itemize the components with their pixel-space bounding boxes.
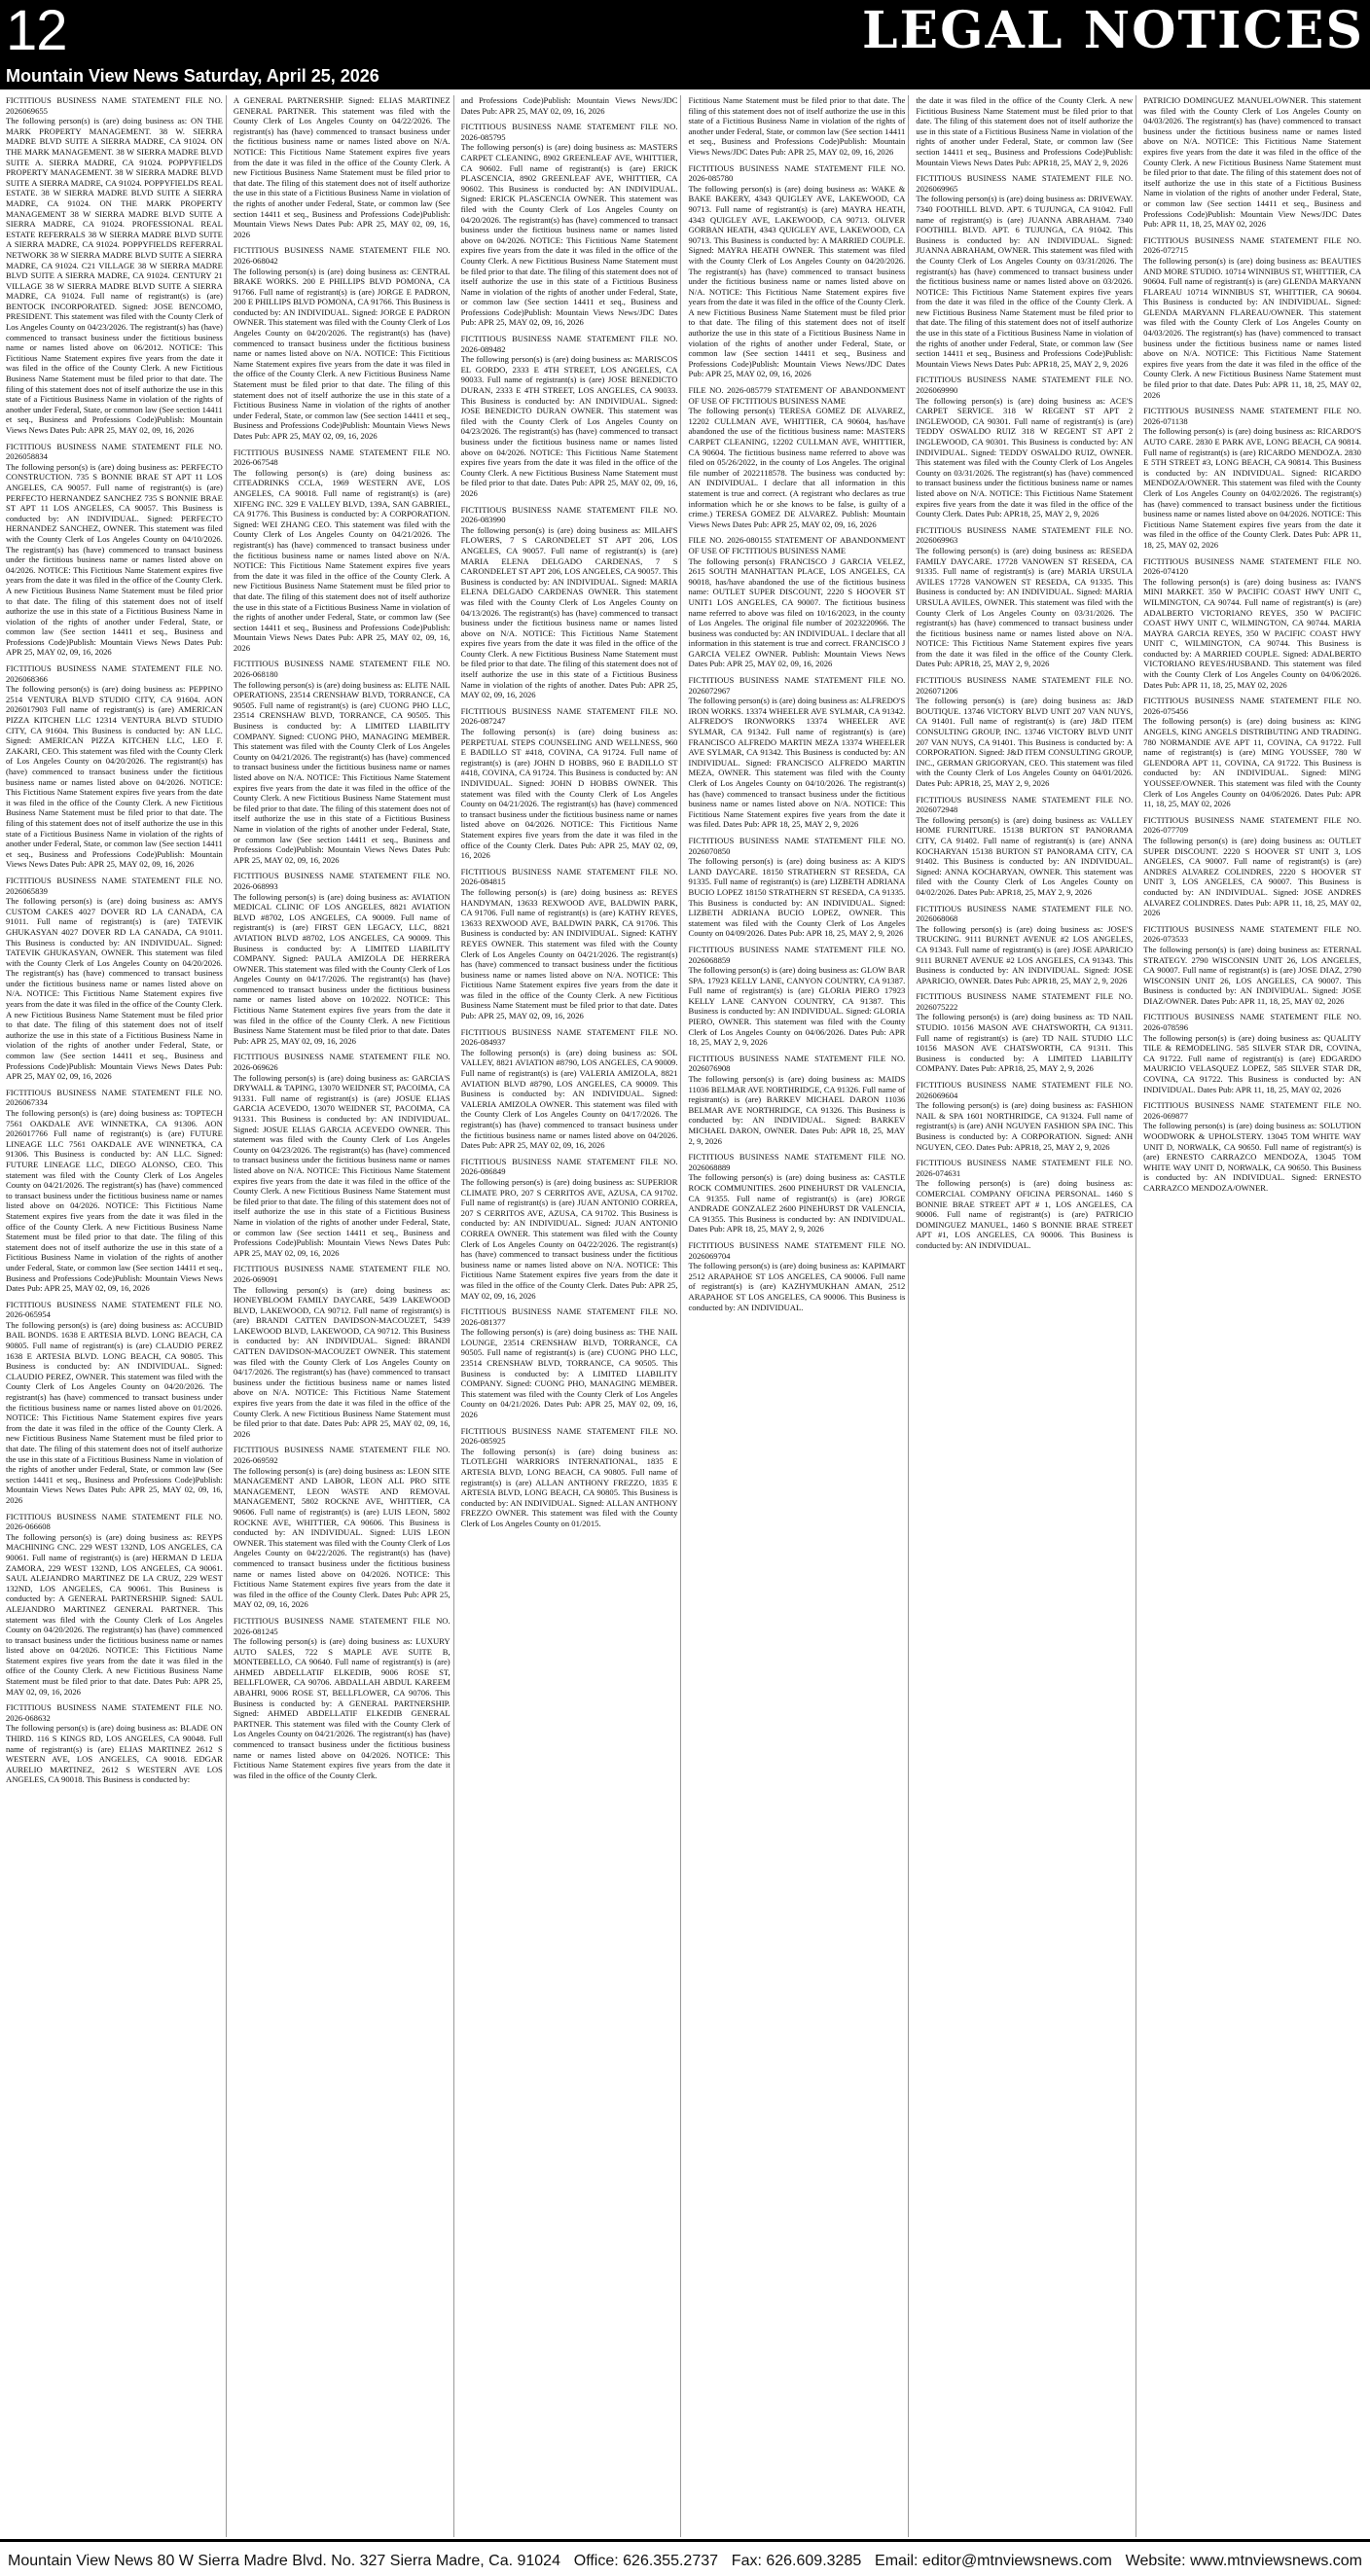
legal-notice — [1143, 1012, 1361, 1094]
notice-heading: FICTITIOUS BUSINESS NAME STATEMENT FILE NO. 2026075222 — [916, 991, 1134, 1012]
legal-notice — [1143, 696, 1361, 809]
notice-heading: FICTITIOUS BUSINESS NAME STATEMENT FILE NO. 2026-075456 — [1143, 696, 1361, 716]
legal-notice — [688, 95, 905, 158]
legal-notice — [688, 535, 905, 669]
notice-body: The following person(s) is (are) doing business as: FASHION NAIL & SPA 1601 NORTHRIDGE, CA 91324. Full name of registrant(s) is (are) ANH NGUYEN FASHION SPA INC. This Business is conducted by: A CORPORATION. Signed: ANH NGUYEN, CEO. Dates Pub: APR18, 25, MAY 2, 9, 2026 — [916, 1100, 1134, 1152]
section-title: LEGAL NOTICES — [861, 1, 1364, 60]
notice-column — [688, 95, 909, 2537]
legal-notice — [916, 173, 1133, 369]
notice-heading: FICTITIOUS BUSINESS NAME STATEMENT FILE NO. 2026-081245 — [233, 1615, 451, 1636]
notice-heading: FICTITIOUS BUSINESS NAME STATEMENT FILE NO. 2026072948 — [916, 794, 1134, 815]
legal-notice — [1143, 924, 1361, 1007]
notice-column — [1143, 95, 1364, 2537]
notice-body: The following person(s) is (are) doing business as: MASTERS CARPET CLEANING, 8902 GREENLEAF AVE, WHITTIER, CA 90602. Full name of registrant(s) is (are) ERICK PLASCENCIA, 8902 GREENLEAF AVE, WHITTIER, CA 90602. This Business is conducted by: AN INDIVIDUAL. Signed: ERICK PLASCENCIA OWNER. This statement was filed with the County Clerk of Los Angeles County on 04/20/2026. The registrant(s) has (have) commenced to transact business under the fictitious business name or names listed above on 04/2026. NOTICE: This Fictitious Name Statement expires five years from the date it was filed in the office of the County Clerk. A new Fictitious Business Name Statement must be filed prior to that date. The filing of this statement does not of itself authorize the use in this state of a Fictitious Business Name in violation of the rights of another under Federal, State, or common law (See section 14411 et seq., Business and Professions Code)Publish: Mountain Views News/JDC Dates Pub: APR 25, MAY 02, 09, 16, 2026 — [460, 142, 678, 328]
notice-body: The following person(s) is (are) doing business as: MILAH'S FLOWERS, 7 S CARONDELET ST APT 206, LOS ANGELES, CA 90057. Full name of registrant(s) is (are) MARIA ELENA DELGADO CARDENAS, 7 S CARONDELET ST APT 206, LOS ANGELES, CA 90057. This Business is conducted by: AN INDIVIDUAL. Signed: MARIA ELENA DELGADO CARDENAS OWNER. This statement was filed with the County Clerk of Los Angeles County on 04/13/2026. The registrant(s) has (have) commenced to transact business under the fictitious business name or names listed above on N/A. NOTICE: This Fictitious Name Statement expires five years from the date it was filed in the office of the County Clerk. A new Fictitious Business Name Statement must be filed prior to that date. The filing of this statement does not of itself authorize the use in this state of a Fictitious Business Name in violation of the rights of another. Dates Pub: APR 25, MAY 02, 09, 16, 2026 — [460, 524, 678, 700]
notice-body: The following person(s) is (are) doing business as: ON THE MARK PROPERTY MANAGEMENT. 38 W. SIERRA MADRE BLVD SUITE A SIERRA MADRE, CA 91024. ON THE MARK MANAGEMENT. 38 W SIERRA MADRE BLVD SUITE A. SIERRA MADRE, CA 91024. POPPYFIELDS PROPERTY MANAGEMENT. 38 W SIERRA MADRE BLVD SUITE A SIERRA MADRE, CA 91024. POPPYFIELDS REAL ESTATE. 38 W SIERRA MADRE BLVD SUITE A SIERRA MADRE, CA 91024. ON THE MARK PROPERTY MANAGEMENT 38 W SIERRA MADRE BLVD SUITE A SIERRA MADRE, CA 91024. PROFESSIONAL REAL ESTATE REFERRALS 38 W SIERRA MADRE BLVD SUITE A SIERRA MADRE, CA 91024. POPPYFIELDS REFERRAL NETWORK 38 W SIERRA MADRE BLVD SUITE A SIERRA MADRE, CA 91024. C21 VILLAGE 38 W SIERRA MADRE BLVD SUITE A SIERRA MADRE, CA 91024. CENTURY 21 VILLAGE 38 W SIERRA MADRE BLVD SUITE A SIERRA MADRE, CA 91024. Full name of registrant(s) is (are) BENTOCK INCORPORATED. Signed: JOSE BENCOMO, PRESIDENT. This statement was filed with the County Clerk of Los Angeles County on 04/23/2026. The registrant(s) has (have) commenced to transact business under the fictitious business name or names listed above on 06/2012. NOTICE: This Fictitious Name Statement expires five years from the date it was filed in the office of the County Clerk. A new Fictitious Business Name Statement must be filed prior to that date. The filing of this statement does not of itself authorize the use in this state of a Fictitious Business Name in violation of the rights of another under Federal, State, or common law (See section 14411 et seq., Business and Professions Code)Publish: Mountain Views News Dates Pub: APR 25, MAY 02, 09, 16, 2026 — [6, 116, 223, 435]
legal-notice — [6, 1702, 223, 1785]
notice-body: The following person(s) is (are) doing business as: SOL VALLEY, 8821 AVIATION #8790, LOS ANGELES, CA 90009. Full name of registrant(s) is (are) VALERIA AMIZOLA, 8821 AVIATION BLVD #8790, LOS ANGELES, CA 90009. This Business is conducted by: AN INDIVIDUAL. Signed: VALERIA AMIZOLA OWNER. This statement was filed with the County Clerk of Los Angeles County on 04/17/2026. The registrant(s) has (have) commenced to transact business under the fictitious business name or names listed above on 04/2026. Dates Pub: APR 25, MAY 02, 09, 16, 2026 — [460, 1047, 678, 1151]
notice-column — [461, 95, 682, 2537]
legal-notice — [688, 945, 905, 1048]
legal-notice — [6, 663, 223, 870]
legal-notice — [688, 675, 905, 830]
notice-heading: FICTITIOUS BUSINESS NAME STATEMENT FILE NO. 2026069965 — [916, 173, 1134, 194]
notice-body: The following person(s) is (are) doing business as: THE NAIL LOUNGE, 23514 CRENSHAW BLVD, TORRANCE, CA 90505. Full name of registrant(s) is (are) CUONG PHO LLC, 23514 CRENSHAW BLVD, TORRANCE, CA 90505. This Business is conducted by: A LIMITED LIABILITY COMPANY. Signed: CUONG PHO, MANAGING MEMBER. This statement was filed with the County Clerk of Los Angeles County on 04/21/2026. Dates Pub: APR 25, MAY 02, 09, 16, 2026 — [460, 1327, 678, 1420]
notice-heading: FICTITIOUS BUSINESS NAME STATEMENT FILE NO. 2026071206 — [916, 675, 1134, 696]
legal-notice — [461, 334, 678, 499]
notice-heading: FICTITIOUS BUSINESS NAME STATEMENT FILE NO. 2026070850 — [688, 835, 906, 856]
legal-notice — [461, 1426, 678, 1529]
legal-notice — [916, 375, 1133, 519]
legal-notice — [916, 95, 1133, 167]
legal-notice — [916, 675, 1133, 789]
notice-body: The following person(s) is (are) doing business as: PERPETUAL STEPS COUNSELING AND WELLNESS, 960 E BADILLO ST #418, COVINA, CA 91724. Full name of registrant(s) is (are) JOHN D HOBBS, 960 E BADILLO ST #418, COVINA, CA 91724. This Business is conducted by: AN INDIVIDUAL. Signed: JOHN D HOBBS OWNER. This statement was filed with the County Clerk of Los Angeles County on 04/21/2026. The registrant(s) has (have) commenced to transact business under the fictitious business name or names listed above on 04/2026. NOTICE: This Fictitious Name Statement expires five years from the date it was filed in the office of the County Clerk. Dates Pub: APR 25, MAY 02, 09, 16, 2026 — [460, 727, 678, 861]
notice-heading: FICTITIOUS BUSINESS NAME STATEMENT FILE NO. 2026-065954 — [6, 1299, 223, 1320]
notice-body: The following person(s) is (are) doing business as: REYPS MACHINING CNC. 229 WEST 132ND, LOS ANGELES, CA 90061. Full name of registrant(s) is (are) HERMAN D LEIJA ZAMORA, 229 WEST 132ND, LOS ANGELES, CA 90061. SAUL ALEJANDRO MARTINEZ DE LA CRUZ, 229 WEST 132ND, LOS ANGELES, CA 90061. This Business is conducted by: A GENERAL PARTNERSHIP. Signed: SAUL ALEJANDRO MARTINEZ GENERAL PARTNER. This statement was filed with the County Clerk of Los Angeles County on 04/20/2026. The registrant(s) has (have) commenced to transact business under the fictitious business name or names listed above on 04/2026. NOTICE: This Fictitious Name Statement expires five years from the date it was filed in the office of the County Clerk. A new Fictitious Business Name Statement must be filed prior to that date. Dates Pub: APR 25, MAY 02, 09, 16, 2026 — [6, 1531, 223, 1697]
notice-body: The following person(s) is (are) doing business as: ACE'S CARPET SERVICE. 318 W REGENT ST APT 2 INGLEWOOD, CA 90301. Full name of registrant(s) is (are) TEDDY OSWALDO RUIZ 318 W REGENT ST APT 2 INGLEWOOD, CA 90301. This Business is conducted by: AN INDIVIDUAL. Signed: TEDDY OSWALDO RUIZ, OWNER. This statement was filed with the County Clerk of Los Angeles County on 03/31/2026. The registrant(s) has (have) commenced to transact business under the fictitious business name or names listed above on N/A. NOTICE: This Fictitious Name Statement expires five years from the date it was filed in the office of the County Clerk. Dates Pub: APR18, 25, MAY 2, 9, 2026 — [916, 395, 1134, 519]
notice-column — [6, 95, 227, 2537]
notice-body: The following person(s) is (are) doing business as: AVIATION MEDICAL CLINIC OF LOS ANGELES, 8821 AVIATION BLVD #8702, LOS ANGELES, CA 90009. Full name of registrant(s) is (are) FIRST GEN LEGACY, LLC, 8821 AVIATION BLVD #8702, LOS ANGELES, CA 90009. This Business is conducted by: A LIMITED LIABILITY COMPANY. Signed: PAULA AMIZOLA DE HERRERA OWNER. This statement was filed with the County Clerk of Los Angeles County on 04/17/2026. The registrant(s) has (have) commenced to transact business under the fictitious business name or names listed above on 10/2022. NOTICE: This Fictitious Name Statement expires five years from the date it was filed in the office of the County Clerk. A new Fictitious Business Name Statement must be filed prior to that date. Dates Pub: APR 25, MAY 02, 09, 16, 2026 — [233, 891, 451, 1046]
notice-heading: FICTITIOUS BUSINESS NAME STATEMENT FILE NO. 2026-074631 — [916, 1158, 1134, 1178]
notice-body: The following person(s) is (are) doing business as: SOLUTION WOODWORK & UPHOLSTERY. 13045 TOM WHITE WAY UNIT D, NORWALK, CA 90650. Full name of registrant(s) is (are) ERNESTO CARRAZCO MENDOZA, 13045 TOM WHITE WAY UNIT D, NORWALK, CA 90650. This Business is conducted by: AN INDIVIDUAL. Signed: ERNESTO CARRAZCO MENDOZA/OWNER. — [1143, 1121, 1361, 1193]
notice-heading: FICTITIOUS BUSINESS NAME STATEMENT FILE NO. 2026-072715 — [1143, 234, 1361, 256]
legal-notice — [916, 1158, 1133, 1250]
notice-body: The following person(s) is (are) doing business as: GLOW BAR SPA. 17923 KELLY LANE, CANYON COUNTRY, CA 91387. Full name of registrant(s) is (are) GLORIA PIERO 17923 KELLY LANE CANYON COUNTRY, CA 91387. This Business is conducted by: AN INDIVIDUAL. Signed: GLORIA PIERO, OWNER. This statement was filed with the County Clerk of Los Angeles County on 04/06/2026. Dates Pub: APR 18, 25, MAY 2, 9, 2026 — [688, 965, 906, 1048]
notice-heading: FICTITIOUS BUSINESS NAME STATEMENT FILE NO. 2026-084937 — [460, 1026, 678, 1048]
notice-heading: FICTITIOUS BUSINESS NAME STATEMENT FILE NO. 2026-068180 — [233, 659, 451, 680]
notice-body: and Professions Code)Publish: Mountain Views News/JDC Dates Pub: APR 25, MAY 02, 09, 16, 2026 — [460, 95, 678, 116]
legal-notice — [916, 1080, 1133, 1152]
notice-heading: FICTITIOUS BUSINESS NAME STATEMENT FILE NO. 2026-081377 — [460, 1306, 678, 1327]
footer-office-phone: Office: 626.355.2737 — [573, 2553, 719, 2569]
legal-notice — [461, 95, 678, 116]
legal-notice — [234, 95, 451, 239]
legal-notice — [6, 442, 223, 658]
legal-notice — [461, 1027, 678, 1151]
notice-heading: FICTITIOUS BUSINESS NAME STATEMENT FILE NO. 2026069963 — [916, 524, 1134, 546]
notice-body: The following person(s) is (are) doing business as: MAIDS 11036 BELMAR AVE NORTHRIDGE, CA 91326. Full name of registrant(s) is (are) BARKEV MICHAEL DARON 11036 BELMAR AVE NORTHRIDGE, CA 91326. This Business is conducted by: AN INDIVIDUAL. Signed: BARKEV MICHAEL DARON, OWNER. Dates Pub: APR 18, 25, MAY 2, 9, 2026 — [688, 1074, 906, 1146]
notice-heading: FICTITIOUS BUSINESS NAME STATEMENT FILE NO. 2026076908 — [688, 1053, 906, 1074]
notice-heading: FICTITIOUS BUSINESS NAME STATEMENT FILE NO. 2026-068632 — [6, 1702, 223, 1723]
legal-notice — [688, 1054, 905, 1146]
notice-body: The following person(s) is (are) doing business as: KAPIMART 2512 ARAPAHOE ST LOS ANGELES, CA 90006. Full name of registrant(s) is (are) KAZHYMUKHAN AMAN, 2512 ARAPAHOE ST LOS ANGELES, CA 90006. This Business is conducted by: AN INDIVIDUAL. — [688, 1261, 906, 1312]
notice-heading: FICTITIOUS BUSINESS NAME STATEMENT FILE NO. 2026068889 — [688, 1152, 906, 1172]
notice-body: The following person(s) is (are) doing business as: A KID'S LAND DAYCARE. 18150 STRATHERN ST RESEDA, CA 91335. Full name of registrant(s) is (are) LIZBETH ADRIANA BUCIO LOPEZ 18150 STRATHERN ST RESEDA, CA 91335. This Business is conducted by: AN INDIVIDUAL. Signed: LIZBETH ADRIANA BUCIO LOPEZ, OWNER. This statement was filed with the County Clerk of Los Angeles County on 04/09/2026. Dates Pub: APR 18, 25, MAY 2, 9, 2026 — [688, 856, 906, 939]
notice-heading: FICTITIOUS BUSINESS NAME STATEMENT FILE NO. 2026065839 — [6, 875, 223, 896]
notice-heading: FICTITIOUS BUSINESS NAME STATEMENT FILE NO. 2026069990 — [916, 375, 1134, 396]
legal-notice — [234, 659, 451, 865]
notice-body: The following person(s) is (are) doing business as: JOSE'S TRUCKING. 9111 BURNET AVENUE #2 LOS ANGELES, CA 91343. Full name of registrant(s) is (are) JOSE APARICIO 9111 BURNET AVENUE #2 LOS ANGELES, CA 91343. This Business is conducted by: AN INDIVIDUAL. Signed: JOSE APARICIO, OWNER. Dates Pub: APR18, 25, MAY 2, 9, 2026 — [916, 923, 1134, 985]
notice-body: The following person(s) is (are) doing business as: ACCUBID BAIL BONDS. 1638 E ARTESIA BLVD. LONG BEACH, CA 90805. Full name of registrant(s) is (are) CLAUDIO PEREZ 1638 E ARTESIA BLVD. LONG BEACH, CA 90805. This Business is conducted by: AN INDIVIDUAL. Signed: CLAUDIO PEREZ, OWNER. This statement was filed with the County Clerk of Los Angeles County on 04/20/2026. The registrant(s) has (have) commenced to transact business under the fictitious business name or names listed above on 01/2026. NOTICE: This Fictitious Name Statement expires five years from the date it was filed in the office of the County Clerk. A new Fictitious Business Name Statement must be filed prior to that date. The filing of this statement does not of itself authorize the use in this state of a Fictitious Business Name in violation of the rights of another under Federal, State, or common law (See section 14411 et seq., Business and Professions Code)Publish: Mountain Views News Dates Pub: APR 25, MAY 02, 09, 16, 2026 — [6, 1319, 223, 1505]
legal-notice — [461, 505, 678, 700]
legal-notice — [234, 1052, 451, 1258]
legal-notice — [688, 836, 905, 939]
notice-body: The following person(s) is (are) doing business as: TOPTECH 7561 OAKDALE AVE WINNETKA, CA 91306. AON 2026017766 Full name of registrant(s) is (are) FUTURE LINEAGE LLC 7561 OAKDALE AVE WINNETKA, CA 91306. This Business is conducted by: AN LLC. Signed: FUTURE LINEAGE LLC, DIEGO ALONSO, CEO. This statement was filed with the County Clerk of Los Angeles County on 04/21/2026. The registrant(s) has (have) commenced to transact business under the fictitious business name or names listed above on 04/2026. NOTICE: This Fictitious Name Statement expires five years from the date it was filed in the office of the County Clerk. A new Fictitious Business Name Statement must be filed prior to that date. The filing of this statement does not of itself authorize the use in this state of a Fictitious Business Name in violation of the rights of another under Federal, State, or common law (See section 14411 et seq., Business and Professions Code)Publish: Mountain Views News Dates Pub: APR 25, MAY 02, 09, 16, 2026 — [6, 1108, 223, 1294]
notice-body: The following person(s) is (are) doing business as: LEON SITE MANAGEMENT AND LABOR, LEON ALL PRO SITE MANAGEMENT, LEON WASTE AND REMOVAL MANAGEMENT, 5802 ROCKNE AVE, WHITTIER, CA 90606. Full name of registrant(s) is (are) LUIS LEON, 5802 ROCKNE AVE, WHITTIER, CA 90606. This Business is conducted by: AN INDIVIDUAL. Signed: LUIS LEON OWNER. This statement was filed with the County Clerk of Los Angeles County on 04/22/2026. The registrant(s) has (have) commenced to transact business under the fictitious business name or names listed above on 04/2026. NOTICE: This Fictitious Name Statement expires five years from the date it was filed in the office of the County Clerk. Dates Pub: APR 25, MAY 02, 09, 16, 2026 — [233, 1465, 451, 1610]
legal-notice — [234, 447, 451, 654]
legal-notice — [688, 385, 905, 529]
notice-heading: FICTITIOUS BUSINESS NAME STATEMENT FILE NO. 2026-073533 — [1143, 923, 1361, 945]
notice-body: A GENERAL PARTNERSHIP. Signed: ELIAS MARTINEZ GENERAL PARTNER. This statement was filed with the County Clerk of Los Angeles County on 04/22/2026. The registrant(s) has (have) commenced to transact business under the fictitious business name or names listed above on N/A. NOTICE: This Fictitious Name Statement expires five years from the date it was filed in the office of the County Clerk. A new Fictitious Business Name Statement must be filed prior to that date. The filing of this statement does not of itself authorize the use in this state of a Fictitious Business Name in violation of the rights of another under Federal, State, or common law (See section 14411 et seq., Business and Professions Code)Publish: Mountain Views News Dates Pub: APR 25, MAY 02, 09, 16, 2026 — [233, 95, 451, 239]
notice-body: The following person(s) is (are) doing business as: MARISCOS EL GORDO, 2333 E 4TH STREET, LOS ANGELES, CA 90033. Full name of registrant(s) is (are) JOSE BENEDICTO DURAN, 2333 E 4TH STREET, LOS ANGELES, CA 90033. This Business is conducted by: AN INDIVIDUAL. Signed: JOSE BENEDICTO DURAN OWNER. This statement was filed with the County Clerk of Los Angeles County on 04/23/2026. The registrant(s) has (have) commenced to transact business under the fictitious business name or names listed above on 04/2026. NOTICE: This Fictitious Name Statement expires five years from the date it was filed in the office of the County Clerk. A new Fictitious Business Name Statement must be filed prior to that date. Dates Pub: APR 25, MAY 02, 09, 16, 2026 — [460, 354, 678, 498]
notice-body: The following person(s) TERESA GOMEZ DE ALVAREZ, 12202 CULLMAN AVE, WHITTIER, CA 90604, has/have abandoned the use of the fictitious business name: MASTERS CARPET CLEANING, 12202 CULLMAN AVE, WHITTIER, CA 90604. The fictitious business name referred to above was filed on 05/26/2022, in the county of Los Angeles. The original file number of 2022118578. The business was conducted by: AN INDIVIDUAL. I declare that all information in this statement is true and correct. (A registrant who declares as true information which he or she knows to be false, is guilty of a crime.) TERESA GOMEZ DE ALVAREZ. Publish: Mountain Views News Dates Pub: APR 25, MAY 02, 09, 16, 2026 — [688, 406, 906, 529]
footer-fax: Fax: 626.609.3285 — [731, 2553, 862, 2569]
notice-body: The following person(s) is (are) doing business as: QUALITY TILE & REMODELING. 585 SILVER STAR DR, COVINA, CA 91722. Full name of registrant(s) is (are) EDGARDO MAURICIO VELASQUEZ LOPEZ, 585 SILVER STAR DR, COVINA, CA 91722. This Business is conducted by: AN INDIVIDUAL. Dates Pub: APR 11, 18, 25, MAY 02, 2026 — [1143, 1032, 1361, 1094]
notice-body: The following person(s) is (are) doing business as: CASTLE ROCK COMMUNITIES. 2600 PINEHURST DR VALENCIA, CA 91355. Full name of registrant(s) is (are) JORGE ANDRADE GONZALEZ 2600 PINEHURST DR VALENCIA, CA 91355. This Business is conducted by: AN INDIVIDUAL. Dates Pub: APR 18, 25, MAY 2, 9, 2026 — [688, 1172, 906, 1234]
notice-body: The following person(s) is (are) doing business as: CITEADRINKS CCLA, 1969 WESTERN AVE, LOS ANGELES, CA 90018. Full name of registrant(s) is (are) XIFENG INC. 329 E VALLEY BLVD, 139A, SAN GABRIEL, CA 91776. This Business is conducted by: A CORPORATION. Signed: WEI ZHANG CEO. This statement was filed with the County Clerk of Los Angeles County on 04/21/2026. The registrant(s) has (have) commenced to transact business under the fictitious business name or names listed above on N/A. NOTICE: This Fictitious Name Statement expires five years from the date it was filed in the office of the County Clerk. A new Fictitious Business Name Statement must be filed prior to that date. The filing of this statement does not of itself authorize the use in this state of a Fictitious Business Name in violation of the rights of another under Federal, State, or common law (See section 14411 et seq., Business and Professions Code)Publish: Mountain Views News Dates Pub: APR 25, MAY 02, 09, 16, 2026 — [233, 467, 451, 653]
legal-notice — [234, 245, 451, 441]
page-number: 12 — [6, 0, 67, 62]
legal-notice — [234, 871, 451, 1046]
notice-body: The following person(s) is (are) doing business as: WAKE & BAKE BAKERY, 4343 QUIGLEY AVE, LAKEWOOD, CA 90713. Full name of registrant(s) is (are) MAYRA HEATH, 4343 QUIGLEY AVE, LAKEWOOD, CA 90713. OLIVER GORBAN HEATH, 4343 QUIGLEY AVE, LAKEWOOD, CA 90713. This Business is conducted by: A MARRIED COUPLE. Signed: MAYRA HEATH OWNER. This statement was filed with the County Clerk of Los Angeles County on 04/20/2026. The registrant(s) has (have) commenced to transact business under the fictitious business name or names listed above on N/A. NOTICE: This Fictitious Name Statement expires five years from the date it was filed in the office of the County Clerk. A new Fictitious Business Name Statement must be filed prior to that date. The filing of this statement does not of itself authorize the use in this state of a Fictitious Business Name in violation of the rights of another under Federal, State, or common law (See section 14411 et seq., Business and Professions Code)Publish: Mountain Views News/JDC Dates Pub: APR 25, MAY 02, 09, 16, 2026 — [688, 183, 906, 379]
legal-notice — [6, 1300, 223, 1506]
notice-heading: FILE NO. 2026-080155 STATEMENT OF ABANDONMENT OF USE OF FICTITIOUS BUSINESS NAME — [688, 535, 906, 555]
legal-notice — [234, 1264, 451, 1439]
notice-body: The following person(s) is (are) doing business as: CENTRAL BRAKE WORKS. 200 E PHILLIPS BLVD POMONA, CA 91766. Full name of registrant(s) is (are) JORGE E PADRON, 200 E PHILLIPS BLVD POMONA, CA 91766. This Business is conducted by: AN INDIVIDUAL. Signed: JORGE E PADRON OWNER. This statement was filed with the County Clerk of Los Angeles County on 04/20/2026. The registrant(s) has (have) commenced to transact business under the fictitious business name or names listed above on N/A. NOTICE: This Fictitious Name Statement expires five years from the date it was filed in the office of the County Clerk. A new Fictitious Business Name Statement must be filed prior to that date. The filing of this statement does not of itself authorize the use in this state of a Fictitious Business Name in violation of the rights of another under Federal, State, or common law (See section 14411 et seq., Business and Professions Code)Publish: Mountain Views News Dates Pub: APR 25, MAY 02, 09, 16, 2026 — [233, 266, 451, 441]
footer-website: Website: www.mtnviewsnews.com — [1125, 2553, 1362, 2569]
notice-body: The following person(s) is (are) doing business as: COMERCIAL COMPANY OFICINA PERSONAL. 1460 S BONNIE BRAE STREET APT # 1, LOS ANGELES, CA 90006. Full name of registrant(s) is (are) PATRICIO DOMINGUEZ MANUEL, 1460 S BONNIE BRAE STREET APT #1, LOS ANGELES, CA 90006. This Business is conducted by: AN INDIVIDUAL. — [916, 1178, 1134, 1250]
notice-heading: FICTITIOUS BUSINESS NAME STATEMENT FILE NO. 2026-069626 — [233, 1052, 451, 1073]
legal-notice — [916, 904, 1133, 986]
notice-body: The following person(s) is (are) doing business as: OUTLET SUPER DISCOUNT. 2220 S HOOVER ST UNIT 3, LOS ANGELES, CA 90007. Full name of registrant(s) is (are) ANDRES ALVAREZ COLINDRES, 2220 S HOOVER ST UNIT 3, LOS ANGELES, CA 90007. This Business is conducted by: AN INDIVIDUAL. Signed: JOSE ANDRES ALVAREZ COLINDRES. Dates Pub: APR 11, 18, 25, MAY 02, 2026 — [1143, 835, 1361, 918]
notice-body: The following person(s) is (are) doing business as: SUPERIOR CLIMATE PRO, 207 S CERRITOS AVE, AZUSA, CA 91702. Full name of registrant(s) is (are) JUAN ANTONIO CORREA, 207 S CERRITOS AVE, AZUSA, CA 91702. This Business is conducted by: AN INDIVIDUAL. Signed: JUAN ANTONIO CORREA OWNER. This statement was filed with the County Clerk of Los Angeles County on 04/22/2026. The registrant(s) has (have) commenced to transact business under the fictitious business name or names listed above on N/A. NOTICE: This Fictitious Name Statement expires five years from the date it was filed in the office of the County Clerk. Dates Pub: APR 25, MAY 02, 09, 16, 2026 — [460, 1176, 678, 1301]
page-footer — [0, 2539, 1370, 2576]
notice-heading: FICTITIOUS BUSINESS NAME STATEMENT FILE NO. 2026069604 — [916, 1080, 1134, 1100]
notice-heading: FICTITIOUS BUSINESS NAME STATEMENT FILE NO. 2026068859 — [688, 944, 906, 965]
notice-heading: FICTITIOUS BUSINESS NAME STATEMENT FILE NO. 2026-066608 — [6, 1511, 223, 1532]
notice-heading: FICTITIOUS BUSINESS NAME STATEMENT FILE NO. 2026-089482 — [460, 334, 678, 354]
notice-body: The following person(s) is (are) doing business as: J&D BOUTIQUE. 13746 VICTORY BLVD UNIT 207 VAN NUYS, CA 91401. Full name of registrant(s) is (are) J&D ITEM CONSULTING GROUP, INC. 13746 VICTORY BLVD UNIT 207 VAN NUYS, CA 91401. This Business is conducted by: A CORPORATION. Signed: J&D ITEM CONSULTING GROUP, INC., GERMAN GRIGORYAN, CEO. This statement was filed with the County Clerk of Los Angeles County on 04/01/2026. Dates Pub: APR18, 25, MAY 2, 9, 2026 — [916, 696, 1134, 788]
legal-notice — [916, 525, 1133, 669]
legal-notice — [6, 1512, 223, 1698]
notice-heading: FICTITIOUS BUSINESS NAME STATEMENT FILE NO. 2026-068993 — [233, 871, 451, 891]
notice-body: The following person(s) is (are) doing business as: AMYS CUSTOM CAKES 4027 DOVER RD LA CANADA, CA 91011. Full name of registrant(s) is (are) TATEVIK GHUKASYAN 4027 DOVER RD LA CANADA, CA 91011. This Business is conducted by: AN INDIVIDUAL. Signed: TATEVIK GHUKASYAN, OWNER. This statement was filed with the County Clerk of Los Angeles County on 04/20/2026. The registrant(s) has (have) commenced to transact business under the fictitious business name or names listed above on N/A. NOTICE: This Fictitious Name Statement expires five years from the date it was filed in the office of the County Clerk. A new Fictitious Business Name Statement must be filed prior to that date. The filing of this statement does not of itself authorize the use in this state of a Fictitious Business Name in violation of the rights of another under Federal, State, or common law (See section 14411 et seq., Business and Professions Code)Publish: Mountain Views News Dates Pub: APR 25, MAY 02, 09, 16, 2026 — [6, 896, 223, 1082]
legal-notice — [461, 867, 678, 1021]
notice-heading: FILE NO. 2026-085779 STATEMENT OF ABANDONMENT OF USE OF FICTITIOUS BUSINESS NAME — [688, 385, 906, 406]
legal-notice — [1143, 815, 1361, 918]
notice-heading: FICTITIOUS BUSINESS NAME STATEMENT FILE NO. 2026058834 — [6, 441, 223, 462]
notice-body: The following person(s) is (are) doing business as: RICARDO'S AUTO CARE. 2830 E PARK AVE, LONG BEACH, CA 90814. Full name of registrant(s) is (are) RICARDO MENDOZA. 2830 E 5TH STREET #3, LONG BEACH, CA 90814. This Business is conducted by: AN INDIVIDUAL. Signed: RICARDO MENDOZA/OWNER. This statement was filed with the County Clerk of Los Angeles County on 04/02/2026. The registrant(s) has (have) commenced to transact business under the fictitious business name or names listed above on 04/2026. NOTICE: This Fictitious Name Statement expires five years from the date it was filed in the office of the County Clerk. Dates Pub: APR 11, 18, 25, MAY 02, 2026 — [1143, 426, 1361, 550]
notice-body: The following person(s) is (are) doing business as: RESEDA FAMILY DAYCARE. 17728 VANOWEN ST RESEDA, CA 91335. Full name of registrant(s) is (are) MARIA URSULA AVILES 17728 VANOWEN ST RESEDA, CA 91335. This Business is conducted by: AN INDIVIDUAL. Signed: MARIA URSULA AVILES, OWNER. This statement was filed with the County Clerk of Los Angeles County on 03/31/2026. The registrant(s) has (have) commenced to transact business under the fictitious business name or names listed above on N/A. NOTICE: This Fictitious Name Statement expires five years from the date it was filed in the office of the County Clerk. Dates Pub: APR18, 25, MAY 2, 9, 2026 — [916, 545, 1134, 669]
notice-heading: FICTITIOUS BUSINESS NAME STATEMENT FILE NO. 2026-086849 — [460, 1156, 678, 1177]
legal-notice — [1143, 406, 1361, 550]
legal-notice — [916, 795, 1133, 898]
legal-notice — [234, 1616, 451, 1781]
notice-body: The following person(s) is (are) doing business as: ETERNAL STRATEGY. 2790 WISCONSIN UNIT 26, LOS ANGELES, CA 90007. Full name of registrant(s) is (are) JOSE DIAZ, 2790 WISCONSIN UNIT 26, LOS ANGELES, CA 90007. This Business is conducted by: AN INDIVIDUAL. Signed: JOSE DIAZ/OWNER. Dates Pub: APR 11, 18, 25, MAY 02, 2026 — [1143, 944, 1361, 1006]
legal-notice — [234, 1445, 451, 1610]
notice-body: The following person(s) is (are) doing business as: KING ANGELS, KING ANGELS DISTRIBUTING AND TRADING. 780 NORMANDIE AVE APT 11, COVINA, CA 91722. Full name of registrant(s) is (are) MING YOUSSEF, 780 W GLENDORA APT 11, COVINA, CA 91722. This Business is conducted by: AN INDIVIDUAL. Signed: MING YOUSSEF/OWNER. This statement was filed with the County Clerk of Los Angeles County on 04/06/2026. Dates Pub: APR 11, 18, 25, MAY 02, 2026 — [1143, 716, 1361, 809]
notice-heading: FICTITIOUS BUSINESS NAME STATEMENT FILE NO. 2026067334 — [6, 1087, 223, 1108]
notice-columns — [6, 95, 1364, 2537]
notice-body: The following person(s) is (are) doing business as: IVAN'S MINI MARKET. 350 W PACIFIC COAST HWY UNIT C, WILMINGTON, CA 90744. Full name of registrant(s) is (are) ADALBERTO VICTORIANO REYES, 350 W PACIFIC COAST HWY UNIT C, WILMINGTON, CA 90744. MARIA MAYRA GARCIA REYES, 350 W PACIFIC COAST HWY UNIT C, WILMINGTON, CA 90744. This Business is conducted by: A MARRIED COUPLE. Signed: ADALBERTO VICTORIANO REYES/HUSBAND. This statement was filed with the County Clerk of Los Angeles County on 04/06/2026. Dates Pub: APR 11, 18, 25, MAY 02, 2026 — [1143, 576, 1361, 690]
notice-column — [234, 95, 454, 2537]
notice-body: The following person(s) FRANCISCO J GARCIA VELEZ, 2615 SOUTH MANHATTAN PLACE, LOS ANGELES, CA 90018, has/have abandoned the use of the fictitious business name: OUTLET SUPER DISCOUNT, 2220 S HOOVER ST UNIT1 LOS ANGELES, CA 90007. The fictitious business name referred to above was filed on 10/16/2023, in the county of Los Angeles. The original file number of 2023220966. The business was conducted by: AN INDIVIDUAL. I declare that all information in this statement is true and correct. FRANCISCO J GARCIA VELEZ OWNER. Publish: Mountain Views News Dates Pub: APR 25, MAY 02, 09, 16, 2026 — [688, 555, 906, 669]
notice-heading: FICTITIOUS BUSINESS NAME STATEMENT FILE NO. 2026068366 — [6, 663, 223, 684]
notice-heading: FICTITIOUS BUSINESS NAME STATEMENT FILE NO. 2026-069091 — [233, 1264, 451, 1284]
legal-notice — [6, 1088, 223, 1294]
notice-heading: FICTITIOUS BUSINESS NAME STATEMENT FILE NO. 2026-085795 — [460, 122, 678, 142]
notice-heading: FICTITIOUS BUSINESS NAME STATEMENT FILE NO. 2026-085780 — [688, 162, 906, 184]
legal-notice — [1143, 556, 1361, 691]
footer-address: Mountain View News 80 W Sierra Madre Blvd. No. 327 Sierra Madre, Ca. 91024 — [8, 2553, 560, 2569]
footer-email: Email: editor@mtnviewsnews.com — [875, 2553, 1112, 2569]
notice-body: The following person(s) is (are) doing business as: VALLEY HOME FURNITURE. 15138 BURTON ST PANORAMA CITY, CA 91402. Full name of registrant(s) is (are) ANNA KOCHARYAN 15138 BURTON ST PANORAMA CITY, CA 91402. This Business is conducted by: AN INDIVIDUAL. Signed: ANNA KOCHARYAN, OWNER. This statement was filed with the County Clerk of Los Angeles County on 04/02/2026. Dates Pub: APR18, 25, MAY 2, 9, 2026 — [916, 814, 1134, 897]
notice-body: The following person(s) is (are) doing business as: PERFECTO CONSTRUCTION. 735 S BONNIE BRAE ST APT 11 LOS ANGELES, CA 90057. Full name of registrant(s) is (are) PERFECTO HERNANDEZ SANCHEZ 735 S BONNIE BRAE ST APT 11 LOS ANGELES, CA 90057. This Business is conducted by: AN INDIVIDUAL. Signed: PERFECTO HERNANDEZ SANCHEZ, OWNER. This statement was filed with the County Clerk of Los Angeles County on 04/10/2026. The registrant(s) has (have) commenced to transact business under the fictitious business name or names listed above on 04/2026. NOTICE: This Fictitious Name Statement expires five years from the date it was filed in the office of the County Clerk. A new Fictitious Business Name Statement must be filed prior to that date. The filing of this statement does not of itself authorize the use in this state of a Fictitious Business Name in violation of the rights of another under Federal, State, or common law (See section 14411 et seq., Business and Professions Code)Publish: Mountain Views News Dates Pub: APR 25, MAY 02, 09, 16, 2026 — [6, 461, 223, 658]
notice-heading: FICTITIOUS BUSINESS NAME STATEMENT FILE NO. 2026-069877 — [1143, 1100, 1361, 1121]
notice-body: PATRICIO DOMINGUEZ MANUEL/OWNER. This statement was filed with the County Clerk of Los Angeles County on 04/03/2026. The registrant(s) has (have) commenced to transact business under the fictitious business name or names listed above on N/A. NOTICE: This Fictitious Name Statement expires five years from the date it was filed in the office of the County Clerk. A new Fictitious Business Name Statement must be filed prior to that date. The filing of this statement does not of itself authorize the use in this state of a Fictitious Business Name in violation of the rights of another under Federal, State, or common law (See section 14411 et seq., Business and Professions Code)Publish: Mountain View News/JDC Dates Pub: APR 11, 18, 25, MAY 02, 2026 — [1143, 95, 1361, 230]
notice-heading: FICTITIOUS BUSINESS NAME STATEMENT FILE NO. 2026-083990 — [460, 504, 678, 525]
notice-body: The following person(s) is (are) doing business as: ALFREDO'S IRON WORKS. 13374 WHEELER AVE SYLMAR, CA 91342. ALFREDO'S IRONWORKS 13374 WHEELER AVE SYLMAR, CA 91342. Full name of registrant(s) is (are) FRANCISCO ALFREDO MARTIN MEZA 13374 WHEELER AVE SYLMAR, CA 91342. This Business is conducted by: AN INDIVIDUAL. Signed: FRANCISCO ALFREDO MARTIN MEZA, OWNER. This statement was filed with the County Clerk of Los Angeles County on 04/10/2026. The registrant(s) has (have) commenced to transact business under the fictitious business name or names listed above on N/A. NOTICE: This Fictitious Name Statement expires five years from the date it was filed. Dates Pub: APR 18, 25, MAY 2, 9, 2026 — [688, 696, 906, 830]
notice-body: The following person(s) is (are) doing business as: TD NAIL STUDIO. 10156 MASON AVE CHATSWORTH, CA 91311. Full name of registrant(s) is (are) TD NAIL STUDIO LLC 10156 MASON AVE CHATSWORTH, CA 91311. This Business is conducted by: A LIMITED LIABILITY COMPANY. Dates Pub: APR18, 25, MAY 2, 9, 2026 — [916, 1012, 1134, 1074]
notice-heading: FICTITIOUS BUSINESS NAME STATEMENT FILE NO. 2026-077709 — [1143, 814, 1361, 836]
notice-body: The following person(s) is (are) doing business as: PEPPINO 2514 VENTURA BLVD STUDIO CITY, CA 91604. AON 2026017903 Full name of registrant(s) is (are) AMERICAN PIZZA KITCHEN LLC 12314 VENTURA BLVD STUDIO CITY, CA 91604. This Business is conducted by: AN LLC. Signed: AMERICAN PIZZA KITCHEN LLC, LEO F. ZAKARI, CEO. This statement was filed with the County Clerk of Los Angeles County on 04/20/2026. The registrant(s) has (have) commenced to transact business under the fictitious business name or names listed above on 04/2026. NOTICE: This Fictitious Name Statement expires five years from the date it was filed in the office of the County Clerk. A new Fictitious Business Name Statement must be filed prior to that date. The filing of this statement does not of itself authorize the use in this state of a Fictitious Business Name in violation of the rights of another under Federal, State, or common law (See section 14411 et seq., Business and Professions Code)Publish: Mountain Views News Dates Pub: APR 25, MAY 02, 09, 16, 2026 — [6, 684, 223, 870]
legal-notice — [461, 706, 678, 861]
notice-heading: FICTITIOUS BUSINESS NAME STATEMENT FILE NO. 2026-085925 — [460, 1425, 678, 1447]
notice-heading: FICTITIOUS BUSINESS NAME STATEMENT FILE NO. 2026-069592 — [233, 1445, 451, 1465]
notice-body: The following person(s) is (are) doing business as: ELITE NAIL OPERATIONS, 23514 CRENSHAW BLVD, TORRANCE, CA 90505. Full name of registrant(s) is (are) CUONG PHO LLC, 23514 CRENSHAW BLVD, TORRANCE, CA 90505. This Business is conducted by: A LIMITED LIABILITY COMPANY. Signed: CUONG PHO, MANAGING MEMBER. This statement was filed with the County Clerk of Los Angeles County on 04/21/2026. The registrant(s) has (have) commenced to transact business under the fictitious business name or names listed above on N/A. NOTICE: This Fictitious Name Statement expires five years from the date it was filed in the office of the County Clerk. A new Fictitious Business Name Statement must be filed prior to that date. The filing of this statement does not of itself authorize the use in this state of a Fictitious Business Name in violation of the rights of another under Federal, State, or common law (See section 14411 et seq., Business and Professions Code)Publish: Mountain Views News Dates Pub: APR 25, MAY 02, 09, 16, 2026 — [233, 679, 451, 865]
notice-body: Fictitious Name Statement must be filed prior to that date. The filing of this statement does not of itself authorize the use in this state of a Fictitious Business Name in violation of the rights of another under Federal, State, or common law (See section 14411 et seq., Business and Professions Code)Publish: Mountain Views News/JDC Dates Pub: APR 25, MAY 02, 09, 16, 2026 — [688, 95, 906, 157]
legal-notice — [688, 163, 905, 379]
legal-notice — [6, 95, 223, 436]
notice-heading: FICTITIOUS BUSINESS NAME STATEMENT FILE NO. 2026-067548 — [233, 447, 451, 468]
notice-body: The following person(s) is (are) doing business as: BEAUTIES AND MORE STUDIO. 10714 WINNIBUS ST, WHITTIER, CA 90604. Full name of registrant(s) is (are) GLENDA MARYANN FLAREAU 10714 WINNIBUS ST, WHITTIER, CA 90604. This Business is conducted by: AN INDIVIDUAL. Signed: GLENDA MARYANN FLAREAU/OWNER. This statement was filed with the County Clerk of Los Angeles County on 04/03/2026. The registrant(s) has (have) commenced to transact business under the fictitious business name or names listed above on N/A. NOTICE: This Fictitious Name Statement expires five years from the date it was filed in the office of the County Clerk. A new Fictitious Business Name Statement must be filed prior to that date. Dates Pub: APR 11, 18, 25, MAY 02, 2026 — [1143, 255, 1361, 400]
notice-heading: FICTITIOUS BUSINESS NAME STATEMENT FILE NO. 2026-068042 — [233, 245, 451, 266]
notice-body: the date it was filed in the office of the County Clerk. A new Fictitious Business Name Statement must be filed prior to that date. The filing of this statement does not of itself authorize the use in this state of a Fictitious Business Name in violation of the rights of another under Federal, State, or common law (See section 14411 et seq., Business and Professions Code)Publish: Mountain Views News Dates Pub: APR18, 25, MAY 2, 9, 2026 — [916, 95, 1134, 167]
notice-heading: FICTITIOUS BUSINESS NAME STATEMENT FILE NO. 2026069655 — [6, 95, 223, 116]
legal-notice — [916, 991, 1133, 1074]
notice-body: The following person(s) is (are) doing business as: TLOTLEGHI WARRIORS INTERNATIONAL, 1835 E ARTESIA BLVD, LONG BEACH, CA 90805. Full name of registrant(s) is (are) ALLAN ANTHONY FREZZO, 1835 E ARTESIA BLVD, LONG BEACH, CA 90805. This Business is conducted by: AN INDIVIDUAL. Signed: ALLAN ANTHONY FREZZO OWNER. This statement was filed with the County Clerk of Los Angeles County on 01/2015. — [460, 1446, 678, 1528]
notice-body: The following person(s) is (are) doing business as: LUXURY AUTO SALES, 722 S MAPLE AVE SUITE B, MONTEBELLO, CA 90640. Full name of registrant(s) is (are) AHMED ABDELLATIF ELKEDIB, 9006 ROSE ST, BELLFLOWER, CA 90706. ABDALLAH ABDUL KAREEM ABAHRI, 9006 ROSE ST, BELLFLOWER, CA 90706. This Business is conducted by: A GENERAL PARTNERSHIP. Signed: AHMED ABDELLATIF ELKEDIB GENERAL PARTNER. This statement was filed with the County Clerk of Los Angeles County on 04/21/2026. The registrant(s) has (have) commenced to transact business under the fictitious business name or names listed above on 04/2026. NOTICE: This Fictitious Name Statement expires five years from the date it was filed in the office of the County Clerk. — [233, 1636, 451, 1780]
legal-notice — [688, 1152, 905, 1234]
notice-heading: FICTITIOUS BUSINESS NAME STATEMENT FILE NO. 2026072967 — [688, 675, 906, 696]
legal-notice — [461, 1306, 678, 1420]
legal-notice — [461, 122, 678, 328]
legal-notice — [461, 1157, 678, 1301]
publication-line: Mountain View News Saturday, April 25, 2026 — [6, 66, 379, 86]
notice-heading: FICTITIOUS BUSINESS NAME STATEMENT FILE NO. 2026-078596 — [1143, 1012, 1361, 1033]
notice-heading: FICTITIOUS BUSINESS NAME STATEMENT FILE NO. 2026-087247 — [460, 705, 678, 727]
notice-body: The following person(s) is (are) doing business as: HONEYBLOOM FAMILY DAYCARE, 5439 LAKEWOOD BLVD, LAKEWOOD, CA 90712. Full name of registrant(s) is (are) BRANDI CATTEN DAVIDSON-MACOUZET, 5439 LAKEWOOD BLVD, LAKEWOOD, CA 90712. This Business is conducted by: AN INDIVIDUAL. Signed: BRANDI CATTEN DAVIDSON-MACOUZET OWNER. This statement was filed with the County Clerk of Los Angeles County on 04/17/2026. The registrant(s) has (have) commenced to transact business under the fictitious business name or names listed above on N/A. NOTICE: This Fictitious Name Statement expires five years from the date it was filed in the office of the County Clerk. A new Fictitious Business Name Statement must be filed prior to that date. Dates Pub: APR 25, MAY 02, 09, 16, 2026 — [233, 1284, 451, 1439]
notice-heading: FICTITIOUS BUSINESS NAME STATEMENT FILE NO. 2026068068 — [916, 903, 1134, 924]
notice-body: The following person(s) is (are) doing business as: DRIVEWAY. 7340 FOOTHILL BLVD. APT. 6 TUJUNGA, CA 91042. Full name of registrant(s) is (are) JUANNA ABRAHAM. 7340 FOOTHILL BLVD. APT. 6 TUJUNGA, CA 91042. This Business is conducted by: AN INDIVIDUAL. Signed: JUANNA ABRAHAM, OWNER. This statement was filed with the County Clerk of Los Angeles County on 03/31/2026. The registrant(s) has (have) commenced to transact business under the fictitious business name or names listed above on 03/2026. NOTICE: This Fictitious Name Statement expires five years from the date it was filed in the office of the County Clerk. A new Fictitious Business Name Statement must be filed prior to that date. The filing of this statement does not of itself authorize the use in this state of a Fictitious Business Name in violation of the rights of another under Federal, State, or common law (See section 14411 et seq., Business and Professions Code)Publish: Mountain Views News Dates Pub: APR18, 25, MAY 2, 9, 2026 — [916, 194, 1134, 369]
notice-column — [916, 95, 1136, 2537]
notice-body: The following person(s) is (are) doing business as: REYES HANDYMAN, 13633 REXWOOD AVE, BALDWIN PARK, CA 91706. Full name of registrant(s) is (are) KATHY REYES, 13633 REXWOOD AVE, BALDWIN PARK, CA 91706. This Business is conducted by: AN INDIVIDUAL. Signed: KATHY REYES OWNER. This statement was filed with the County Clerk of Los Angeles County on 04/21/2026. The registrant(s) has (have) commenced to transact business under the fictitious business name or names listed above on N/A. NOTICE: This Fictitious Name Statement expires five years from the date it was filed in the office of the County Clerk. A new Fictitious Business Name Statement must be filed prior to that date. Dates Pub: APR 25, MAY 02, 09, 16, 2026 — [460, 886, 678, 1021]
notice-heading: FICTITIOUS BUSINESS NAME STATEMENT FILE NO. 2026069704 — [688, 1239, 906, 1261]
legal-notice — [1143, 1100, 1361, 1193]
notice-heading: FICTITIOUS BUSINESS NAME STATEMENT FILE NO. 2026-071138 — [1143, 406, 1361, 426]
notice-heading: FICTITIOUS BUSINESS NAME STATEMENT FILE NO. 2026-074120 — [1143, 555, 1361, 577]
legal-notice — [1143, 235, 1361, 401]
legal-notice — [688, 1240, 905, 1312]
notice-body: The following person(s) is (are) doing business as: BLADE ON THIRD. 116 S KINGS RD, LOS ANGELES, CA 90048. Full name of registrant(s) is (are) ELIAS MARTINEZ 2612 S WESTERN AVE, LOS ANGELES, CA 90018. EDGAR AURELIO MARTINEZ, 2612 S WESTERN AVE LOS ANGELES, CA 90018. This Business is conducted by: — [6, 1723, 223, 1785]
legal-notice — [6, 876, 223, 1082]
notice-heading: FICTITIOUS BUSINESS NAME STATEMENT FILE NO. 2026-084815 — [460, 866, 678, 887]
legal-notice — [1143, 95, 1361, 230]
notice-body: The following person(s) is (are) doing business as: GARCIA'S DRYWALL & TAPING, 13070 WEIDNER ST, PACOIMA, CA 91331. Full name of registrant(s) is (are) JOSUE ELIAS GARCIA ACEVEDO, 13070 WEIDNER ST, PACOIMA, CA 91331. This Business is conducted by: AN INDIVIDUAL. Signed: JOSUE ELIAS GARCIA ACEVEDO OWNER. This statement was filed with the County Clerk of Los Angeles County on 04/23/2026. The registrant(s) has (have) commenced to transact business under the fictitious business name or names listed above on N/A. NOTICE: This Fictitious Name Statement expires five years from the date it was filed in the office of the County Clerk. A new Fictitious Business Name Statement must be filed prior to that date. The filing of this statement does not of itself authorize the use in this state of a Fictitious Business Name in violation of the rights of another under Federal, State, or common law (See section 14411 et seq., Business and Professions Code)Publish: Mountain Views News Dates Pub: APR 25, MAY 02, 09, 16, 2026 — [233, 1072, 451, 1258]
